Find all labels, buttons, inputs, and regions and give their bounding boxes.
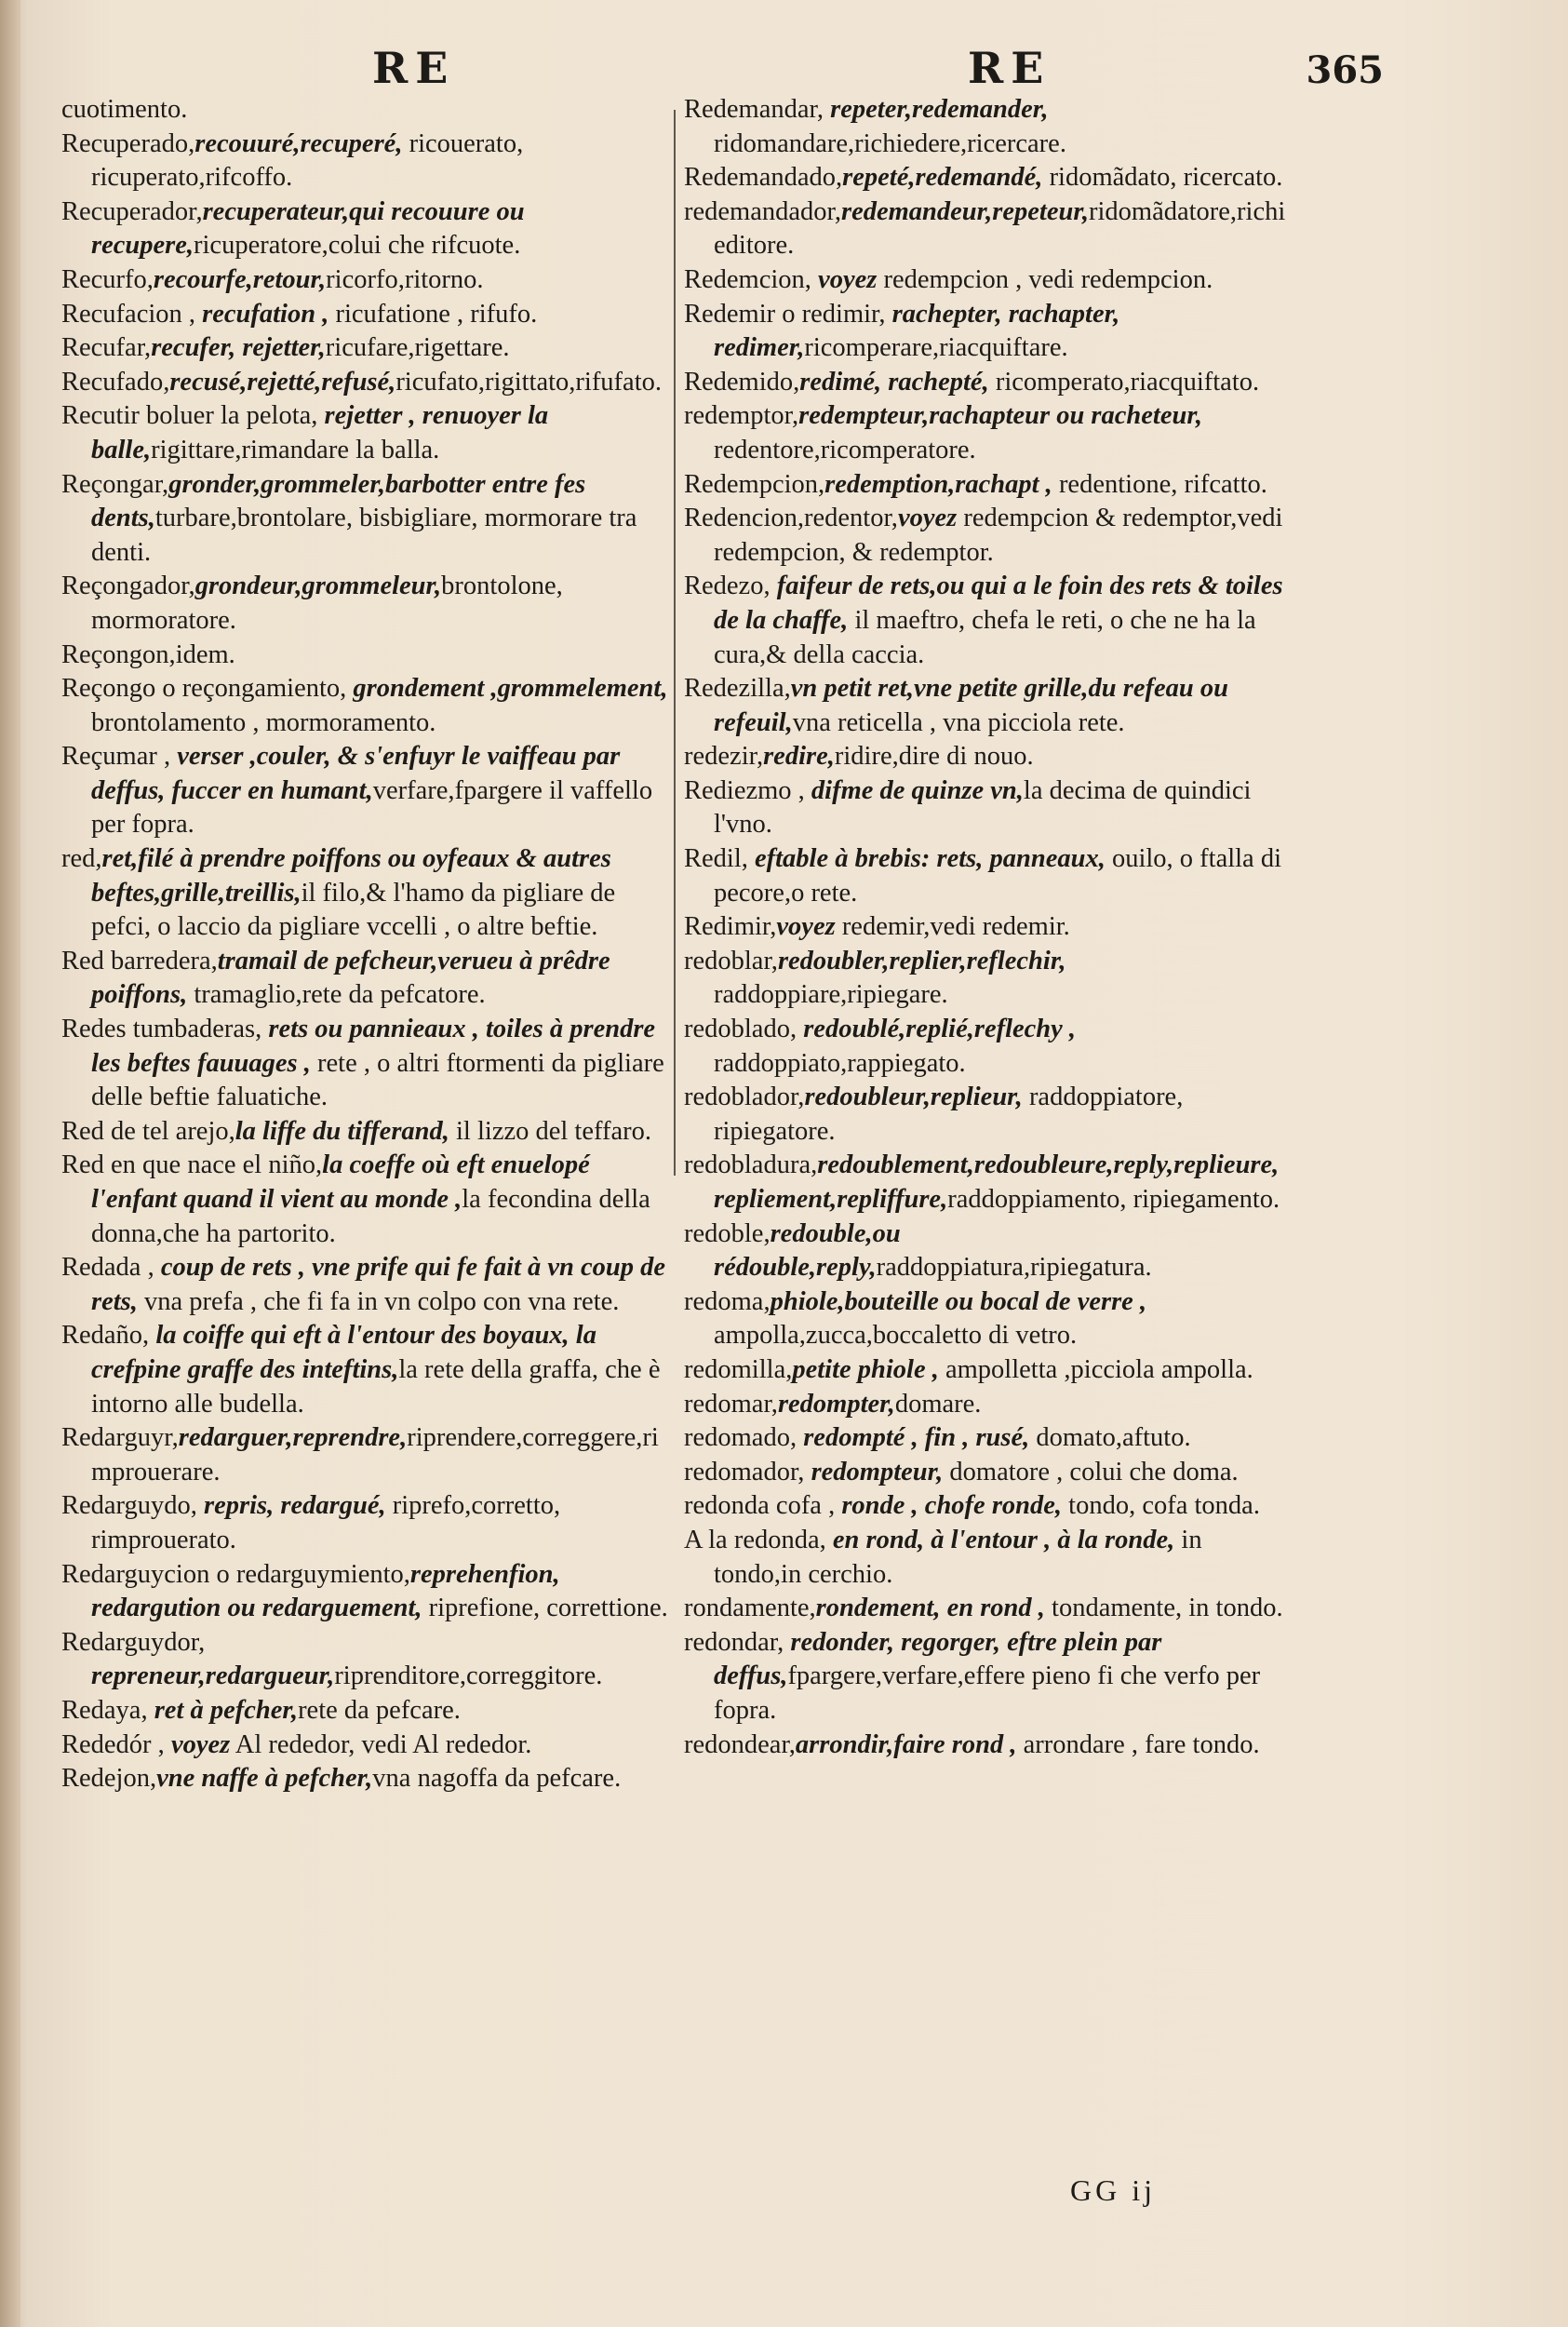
entry-headword: Redemido, (684, 367, 800, 397)
entry-headword: Redarguycion o redarguymiento, (61, 1559, 410, 1589)
entry-french-gloss: redoubler,replier,reflechir, (777, 946, 1066, 975)
entry-headword: Reçongador, (61, 572, 195, 601)
entry-french-gloss: recouuré,recuperé, (194, 128, 403, 158)
entry-french-gloss: voyez (818, 264, 878, 294)
entry-headword: Recurfo, (61, 264, 154, 294)
entry-french-gloss: reprehenfion, redargution ou redarguement, (91, 1559, 560, 1623)
entry-headword: red, (61, 844, 102, 874)
entry-headword: redomador, (684, 1457, 811, 1486)
entry-french-gloss: grondeur,grommeleur, (194, 572, 442, 601)
entry-headword: Redezo, (684, 572, 777, 601)
entry-italian-gloss: ridomandare,richiedere,ricercare. (714, 128, 1066, 158)
entry-italian-gloss: redemir,vedi redemir. (835, 912, 1070, 942)
dictionary-entry (684, 468, 1289, 503)
entry-french-gloss: rets ou pannieaux , toiles à prendre les beftes fauuages , (91, 1015, 656, 1078)
dictionary-entry (61, 298, 668, 332)
entry-headword: redoma, (684, 1286, 771, 1316)
entry-headword: cuotimento. (61, 95, 188, 124)
entry-italian-gloss: vna reticella , vna picciola rete. (792, 707, 1125, 737)
entry-italian-gloss: tondo, cofa tonda. (1062, 1491, 1260, 1521)
entry-italian-gloss: ricouerato, ricuperato,rifcoffo. (91, 128, 524, 193)
entry-french-gloss: petite phiole , (792, 1354, 939, 1384)
dictionary-entry (684, 1592, 1289, 1626)
entry-french-gloss: recusé,rejetté,refusé, (169, 367, 396, 397)
dictionary-entry (684, 1421, 1289, 1456)
entry-french-gloss: rondement, en rond , (815, 1594, 1045, 1623)
entry-italian-gloss: raddoppiamento, ripiegamento. (947, 1185, 1280, 1214)
entry-italian-gloss: ouilo, o ftalla di pecore,o rete. (714, 844, 1282, 908)
entry-headword: Redarguydo, (61, 1491, 205, 1521)
entry-french-gloss: ret à pefcher, (154, 1695, 299, 1725)
entry-french-gloss: redoublé,replié,reflechy , (803, 1015, 1077, 1044)
entry-headword: Redemandado, (684, 163, 843, 193)
dictionary-entry (684, 740, 1289, 774)
dictionary-entry (61, 1013, 668, 1115)
entry-french-gloss: rachepter, rachapter, redimer, (714, 299, 1120, 363)
entry-french-gloss: la coeffe où eft enuelopé l'enfant quand il vient au monde , (91, 1150, 590, 1214)
dictionary-entry (684, 195, 1289, 263)
entry-french-gloss: phiole,bouteille ou bocal de verre , (770, 1286, 1147, 1316)
dictionary-entry (684, 1217, 1289, 1285)
entry-headword: redonda cofa , (684, 1491, 842, 1521)
entry-french-gloss: faifeur de rets,ou qui a le foin des rets & toiles de la chaffe, (714, 572, 1283, 635)
entry-headword: Redimir, (684, 912, 777, 942)
dictionary-entry (61, 570, 668, 638)
entry-headword: redoblado, (684, 1015, 804, 1044)
entry-italian-gloss: ricufato,rigittato,rifufato. (395, 367, 662, 397)
entry-french-gloss: ret,filé à prendre poiffons ou oyfeaux & autres beftes,grille,treillis, (91, 844, 611, 908)
entry-french-gloss: redompter, (777, 1389, 895, 1419)
dictionary-entry (684, 1285, 1289, 1353)
entry-headword: Redencion,redentor, (684, 504, 898, 533)
entry-italian-gloss: redentore,ricomperatore. (714, 435, 976, 464)
entry-italian-gloss: domato,aftuto. (1029, 1423, 1191, 1453)
entry-headword: A la redonda, (684, 1525, 833, 1554)
entry-headword: redemptor, (684, 401, 799, 431)
entry-french-gloss: redemption,rachapt , (824, 469, 1052, 499)
entry-french-gloss: redompteur, (811, 1457, 944, 1486)
entry-headword: Reçongar, (61, 469, 169, 499)
dictionary-entry (61, 1558, 668, 1626)
entry-french-gloss: redoubleur,replieur, (804, 1083, 1023, 1112)
entry-headword: redezir, (684, 742, 764, 772)
entry-italian-gloss: brontolamento , mormoramento. (91, 707, 436, 737)
dictionary-entry (61, 468, 668, 571)
entry-italian-gloss: riprefo,corretto, rimprouerato. (91, 1491, 561, 1554)
entry-italian-gloss: riprenditore,correggitore. (334, 1661, 603, 1691)
dictionary-entry (61, 1728, 668, 1763)
entry-headword: redomar, (684, 1389, 778, 1419)
entry-italian-gloss: raddoppiatore, ripiegatore. (714, 1083, 1184, 1146)
entry-french-gloss: recufer, rejetter, (151, 333, 326, 363)
entry-headword: redomilla, (684, 1354, 793, 1384)
entry-italian-gloss: raddoppiato,rappiegato. (714, 1048, 966, 1078)
dictionary-entry (684, 672, 1289, 740)
entry-italian-gloss: il lizzo del teffaro. (449, 1116, 651, 1146)
dictionary-entry (684, 1013, 1289, 1081)
entry-headword: Recuperado, (61, 128, 195, 158)
entry-italian-gloss: rigittare,rimandare la balla. (151, 435, 440, 464)
entry-french-gloss: eftable à brebis: rets, panneaux, (755, 844, 1106, 874)
dictionary-entry (684, 1149, 1289, 1217)
dictionary-entry (61, 639, 668, 673)
entry-italian-gloss: vna nagoffa da pefcare. (372, 1764, 622, 1794)
dictionary-entry (61, 331, 668, 366)
entry-headword: redondear, (684, 1729, 796, 1759)
entry-french-gloss: tramail de pefcheur,verueu à prêdre poiffons, (91, 946, 610, 1010)
entry-italian-gloss: idem. (175, 639, 235, 669)
entry-headword: Redaya, (61, 1695, 154, 1725)
entry-headword: Recuperador, (61, 196, 203, 226)
dictionary-entry (61, 1489, 668, 1557)
entry-french-gloss: repris, redargué, (204, 1491, 386, 1521)
dictionary-entry (61, 740, 668, 842)
entry-headword: Red en que nace el niño, (61, 1150, 323, 1180)
column-rule (674, 110, 676, 1176)
entry-italian-gloss: domatore , colui che doma. (943, 1457, 1239, 1486)
entry-french-gloss: vn petit ret,vne petite grille,du refeau ou refeuil, (714, 674, 1228, 737)
entry-italian-gloss: rete da pefcare. (298, 1695, 461, 1725)
entry-italian-gloss: la fecondina della donna,che ha partorito. (91, 1185, 650, 1248)
dictionary-entry (61, 399, 668, 467)
entry-italian-gloss: redempcion & redemptor,vedi redempcion, & redemptor. (714, 504, 1283, 567)
entry-italian-gloss: tondamente, in tondo. (1044, 1594, 1283, 1623)
entry-headword: Redil, (684, 844, 755, 874)
dictionary-entry (684, 1353, 1289, 1388)
dictionary-entry (61, 93, 668, 128)
dictionary-entry (61, 263, 668, 298)
dictionary-entry (684, 399, 1289, 467)
dictionary-entry (684, 161, 1289, 195)
dictionary-entry (61, 1319, 668, 1421)
dictionary-entry (684, 93, 1289, 161)
entry-french-gloss: redimé, rachepté, (799, 367, 989, 397)
entry-italian-gloss: arrondare , fare tondo. (1016, 1729, 1260, 1759)
entry-headword: Reçongon, (61, 639, 176, 669)
entry-headword: redoble, (684, 1218, 771, 1248)
entry-italian-gloss: ricomperare,riacquiftare. (804, 333, 1068, 363)
entry-french-gloss: en rond, à l'entour , à la ronde, (832, 1525, 1175, 1554)
entry-headword: Redes tumbaderas, (61, 1015, 269, 1044)
dictionary-entry (61, 1115, 668, 1150)
entry-italian-gloss: domare. (894, 1389, 982, 1419)
entry-french-gloss: redoublement,redoubleure,reply,replieure,repliement,repliffure, (714, 1150, 1280, 1214)
entry-italian-gloss: ricufatione , rifufo. (328, 299, 538, 329)
entry-french-gloss: voyez (170, 1729, 231, 1759)
entry-italian-gloss: rete , o altri ftormenti da pigliare delle beftie faluatiche. (91, 1048, 664, 1112)
entry-italian-gloss: il maeftro, chefa le reti, o che ne ha la cura,& della caccia. (714, 605, 1256, 669)
entry-italian-gloss: turbare,brontolare, bisbigliare, mormorare tra denti. (91, 504, 637, 567)
page-number: 365 (1306, 48, 1384, 92)
page-edge (0, 0, 20, 2327)
entry-italian-gloss: Al rededor, vedi Al rededor. (230, 1729, 532, 1759)
entry-french-gloss: redarguer,reprendre, (178, 1423, 408, 1453)
dictionary-entry (684, 1081, 1289, 1149)
right-column (684, 93, 1289, 1762)
dictionary-entry (684, 842, 1289, 910)
entry-italian-gloss: ricorfo,ritorno. (326, 264, 484, 294)
entry-italian-gloss: riprefione, correttione. (422, 1594, 668, 1623)
entry-italian-gloss: ricuperatore,colui che rifcuote. (194, 231, 521, 261)
entry-italian-gloss: riprendere,correggere,rimprouerare. (91, 1423, 659, 1486)
entry-headword: Redarguydor, (61, 1627, 206, 1657)
entry-italian-gloss: raddoppiatura,ripiegatura. (876, 1253, 1152, 1283)
dictionary-entry (61, 1694, 668, 1728)
entry-headword: rondamente, (684, 1594, 816, 1623)
entry-french-gloss: redire, (763, 742, 835, 772)
entry-french-gloss: redonder, regorger, eftre plein par deffus, (714, 1627, 1162, 1691)
running-head-left: RE (372, 43, 456, 93)
entry-headword: redobladura, (684, 1150, 818, 1180)
entry-french-gloss: redempteur,rachapteur ou racheteur, (798, 401, 1202, 431)
entry-french-gloss: recufation , (202, 299, 329, 329)
entry-headword: Redada , (61, 1253, 161, 1283)
dictionary-entry (61, 672, 668, 740)
entry-italian-gloss: ampolletta ,picciola ampolla. (938, 1354, 1253, 1384)
dictionary-entry (61, 842, 668, 945)
entry-italian-gloss: raddoppiare,ripiegare. (714, 980, 948, 1010)
entry-italian-gloss: vna prefa , che fi fa in vn colpo con vna rete. (137, 1286, 620, 1316)
entry-headword: redoblador, (684, 1083, 805, 1112)
dictionary-entry (684, 366, 1289, 400)
entry-italian-gloss: in tondo,in cerchio. (714, 1525, 1202, 1589)
entry-headword: Redejon, (61, 1764, 157, 1794)
entry-headword: Redarguyr, (61, 1423, 179, 1453)
entry-italian-gloss: ricomperato,riacquiftato. (988, 367, 1260, 397)
dictionary-entry (684, 774, 1289, 842)
dictionary-entry (61, 1251, 668, 1319)
dictionary-entry (61, 1149, 668, 1251)
dictionary-entry (61, 128, 668, 195)
entry-headword: redoblar, (684, 946, 778, 975)
entry-french-gloss: vne naffe à pefcher, (156, 1764, 373, 1794)
entry-french-gloss: repreneur,redargueur, (91, 1661, 335, 1691)
entry-headword: Recutir boluer la pelota, (61, 401, 325, 431)
entry-italian-gloss: ridomãdato, ricercato. (1042, 163, 1283, 193)
entry-headword: Redemandar, (684, 95, 831, 124)
entry-headword: Red de tel arejo, (61, 1116, 235, 1146)
entry-french-gloss: redompté , fin , rusé, (803, 1423, 1030, 1453)
entry-french-gloss: la liffe du tifferand, (235, 1116, 449, 1146)
dictionary-entry (684, 1728, 1289, 1763)
entry-french-gloss: verser ,couler, & s'enfuyr le vaiffeau par deffus, fuccer en humant, (91, 742, 621, 805)
entry-french-gloss: recuperateur,qui recouure ou recupere, (91, 196, 525, 261)
entry-french-gloss: difme de quinze vn, (811, 775, 1024, 805)
entry-french-gloss: grondement ,grommelement, (353, 674, 668, 704)
dictionary-entry (684, 1626, 1289, 1728)
entry-headword: redondar, (684, 1627, 791, 1657)
signature-mark: GG ij (1070, 2173, 1156, 2207)
entry-italian-gloss: redempcion , vedi redempcion. (877, 264, 1213, 294)
entry-headword: Redezilla, (684, 674, 791, 704)
entry-headword: Redemir o redimir, (684, 299, 892, 329)
entry-french-gloss: recourfe,retour, (153, 264, 327, 294)
entry-headword: Rediezmo , (684, 775, 811, 805)
entry-headword: redomado, (684, 1423, 804, 1453)
entry-french-gloss: voyez (776, 912, 836, 942)
dictionary-entry (684, 570, 1289, 672)
entry-italian-gloss: ricufare,rigettare. (325, 333, 510, 363)
entry-headword: Recufado, (61, 367, 170, 397)
running-head-right: RE (968, 43, 1052, 93)
entry-headword: redemandador, (684, 196, 841, 226)
entry-headword: Reçongo o reçongamiento, (61, 674, 354, 704)
dictionary-entry (61, 1421, 668, 1489)
entry-headword: Red barredera, (61, 946, 218, 975)
dictionary-entry (61, 366, 668, 400)
entry-headword: Recufacion , (61, 299, 203, 329)
dictionary-entry (684, 502, 1289, 570)
entry-italian-gloss: ridomãdatore,richieditore. (714, 196, 1286, 261)
entry-headword: Reçumar , (61, 742, 178, 772)
dictionary-entry (61, 945, 668, 1013)
entry-italian-gloss: la decima de quindici l'vno. (714, 775, 1252, 840)
entry-french-gloss: coup de rets , vne prife qui fe fait à vn coup de rets, (91, 1253, 666, 1316)
entry-french-gloss: redouble,ou rédouble,reply, (714, 1218, 901, 1283)
dictionary-entry (684, 1524, 1289, 1592)
entry-french-gloss: ronde , chofe ronde, (841, 1491, 1063, 1521)
dictionary-entry (684, 298, 1289, 366)
entry-french-gloss: voyez (897, 504, 958, 533)
entry-french-gloss: arrondir,faire rond , (795, 1729, 1017, 1759)
dictionary-entry (684, 1456, 1289, 1490)
entry-headword: Recufar, (61, 333, 152, 363)
left-column (61, 93, 668, 1796)
entry-italian-gloss: brontolone, mormoratore. (91, 572, 563, 635)
dictionary-entry (61, 1762, 668, 1796)
entry-headword: Redaño, (61, 1321, 156, 1351)
dictionary-entry (684, 945, 1289, 1013)
entry-headword: Redempcion, (684, 469, 825, 499)
entry-italian-gloss: il filo,& l'hamo da pigliare de pefci, o laccio da pigliare vccelli , o altre beftie. (91, 878, 616, 942)
entry-italian-gloss: redentione, rifcatto. (1052, 469, 1267, 499)
entry-headword: Redemcion, (684, 264, 819, 294)
entry-french-gloss: repeter,redemander, (830, 95, 1049, 124)
entry-french-gloss: rejetter , renuoyer la balle, (91, 401, 549, 464)
dictionary-entry (684, 910, 1289, 945)
entry-italian-gloss: tramaglio,rete da pefcatore. (187, 980, 486, 1010)
entry-headword: Rededór , (61, 1729, 171, 1759)
entry-italian-gloss: ridire,dire di nouo. (834, 742, 1034, 772)
entry-french-gloss: repeté,redemandé, (842, 163, 1043, 193)
dictionary-entry (61, 1626, 668, 1694)
entry-italian-gloss: la rete della graffa, che è intorno alle budella. (91, 1354, 661, 1419)
entry-french-gloss: gronder,grommeler,barbotter entre fes dents, (91, 469, 586, 533)
dictionary-entry (684, 1388, 1289, 1422)
entry-french-gloss: la coiffe qui eft à l'entour des boyaux, la crefpine graffe des inteftins, (91, 1321, 596, 1384)
entry-italian-gloss: ampolla,zucca,boccaletto di vetro. (714, 1321, 1078, 1351)
entry-french-gloss: redemandeur,repeteur, (840, 196, 1089, 226)
entry-italian-gloss: verfare,fpargere il vaffello per fopra. (91, 775, 653, 840)
dictionary-entry (61, 195, 668, 263)
dictionary-entry (684, 263, 1289, 298)
entry-italian-gloss: fpargere,verfare,effere pieno fi che verfo per fopra. (714, 1661, 1261, 1725)
dictionary-entry (684, 1489, 1289, 1524)
